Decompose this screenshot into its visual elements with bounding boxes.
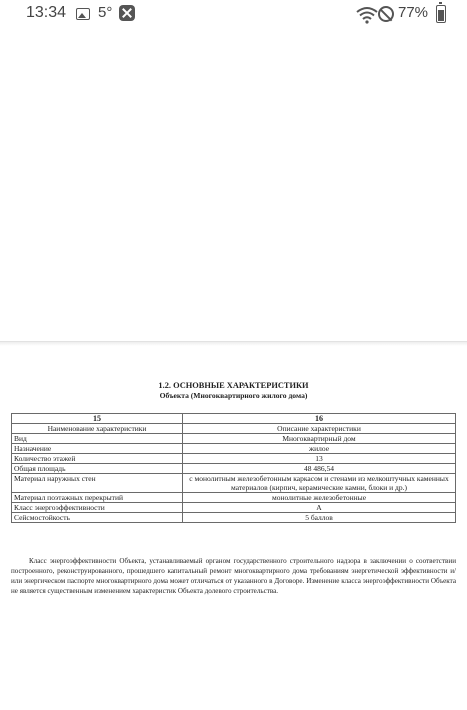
column-number: 16	[183, 414, 456, 424]
table-row	[12, 513, 456, 523]
wifi-icon	[356, 6, 378, 24]
table-row	[12, 474, 456, 493]
energy-class-paragraph: Класс энергоэффективности Объекта, устанавливаемый органом государственного строительного надзора в заключении о соответствии построенного, реконструированного, прошедшего капитальный ремонт многоквартирного дома требованиям энергетической эффективности и/или энергическом паспорте многоквартирного дома может отличаться от указанного в Договоре. Изменение класса энергоэффективности Объекта не является существенным изменением характеристик Объекта долевого строительства.	[11, 557, 456, 595]
table-row	[12, 424, 456, 434]
characteristic-value: жилое	[183, 444, 456, 454]
table-row	[12, 434, 456, 444]
column-number: 15	[12, 414, 183, 424]
table-row	[12, 493, 456, 503]
characteristic-name: Количество этажей	[12, 454, 183, 464]
page-divider	[0, 341, 467, 346]
section-title: 1.2. ОСНОВНЫЕ ХАРАКТЕРИСТИКИ	[158, 381, 309, 390]
document-page[interactable]	[0, 380, 467, 595]
status-temperature: 5°	[98, 4, 113, 21]
column-header: Наименование характеристики	[12, 424, 183, 434]
characteristic-value: А	[183, 503, 456, 513]
characteristic-value: с монолитным железобетонным каркасом и стенами из мелкоштучных каменных материалов (кирпич, керамические камни, блоки и др.)	[183, 474, 456, 493]
characteristics-table	[11, 413, 456, 523]
photo-icon	[76, 8, 90, 20]
status-battery-percent: 77%	[398, 4, 429, 21]
characteristic-name: Материал наружных стен	[12, 474, 183, 493]
battery-icon	[436, 5, 446, 23]
characteristic-value: монолитные железобетонные	[183, 493, 456, 503]
status-bar	[0, 0, 467, 30]
characteristic-value: Многоквартирный дом	[183, 434, 456, 444]
column-header: Описание характеристики	[183, 424, 456, 434]
app-notification-icon	[119, 5, 135, 21]
characteristic-name: Класс энергоэффективности	[12, 503, 183, 513]
characteristic-name: Сейсмостойкость	[12, 513, 183, 523]
characteristic-name: Материал поэтажных перекрытий	[12, 493, 183, 503]
characteristic-name: Вид	[12, 434, 183, 444]
table-row	[12, 454, 456, 464]
table-row	[12, 414, 456, 424]
characteristic-value: 13	[183, 454, 456, 464]
section-subtitle: Объекта (Многоквартирного жилого дома)	[159, 391, 308, 400]
characteristic-value: 48 486,54	[183, 464, 456, 474]
characteristic-name: Общая площадь	[12, 464, 183, 474]
characteristic-name: Назначение	[12, 444, 183, 454]
table-row	[12, 444, 456, 454]
table-row	[12, 464, 456, 474]
do-not-disturb-icon	[378, 6, 394, 22]
status-time: 13:34	[26, 4, 67, 21]
characteristic-value: 5 баллов	[183, 513, 456, 523]
table-row	[12, 503, 456, 513]
